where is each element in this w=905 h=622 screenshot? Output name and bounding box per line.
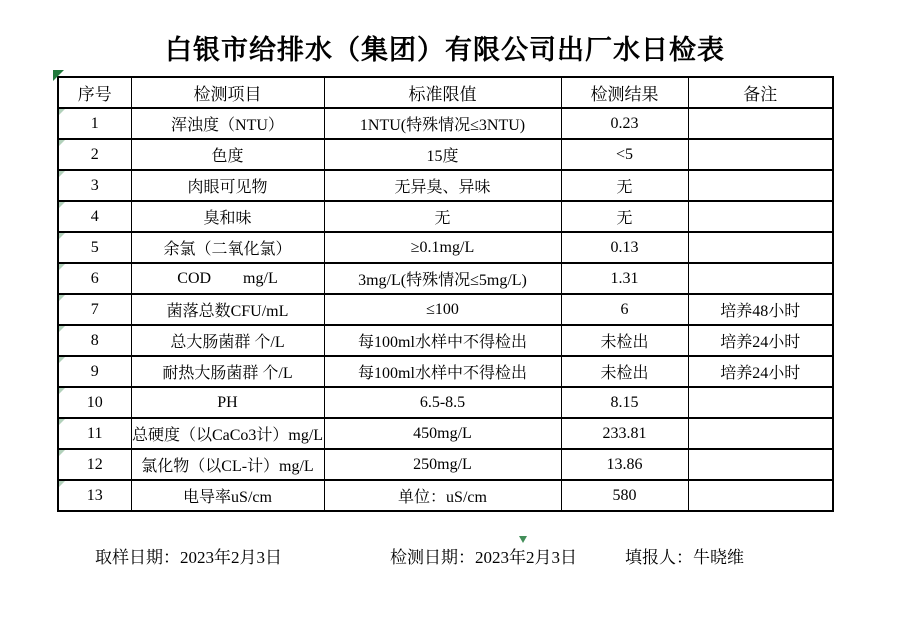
row-number: 2 <box>90 145 99 163</box>
cell-remark <box>688 232 833 263</box>
cell-no <box>58 294 131 325</box>
reporter-label: 填报人：牛晓维 <box>625 548 744 567</box>
cell-result: 1.31 <box>561 263 688 294</box>
error-indicator-icon <box>59 357 65 363</box>
cell-result: 8.15 <box>561 387 688 418</box>
cell-no <box>58 387 131 418</box>
table-row <box>58 201 833 232</box>
error-indicator-icon <box>59 109 65 115</box>
cell-limit: 无异臭、异味 <box>324 170 561 201</box>
row-number: 10 <box>86 393 103 411</box>
cell-item: 耐热大肠菌群 个/L <box>131 356 324 387</box>
table-row <box>58 480 833 511</box>
cell-result: 无 <box>561 170 688 201</box>
cell-limit: 3mg/L(特殊情况≤5mg/L) <box>324 263 561 294</box>
cell-remark <box>688 418 833 449</box>
cell-remark <box>688 170 833 201</box>
error-indicator-icon <box>59 264 65 270</box>
cell-item: 电导率uS/cm <box>131 480 324 511</box>
cell-item: 总硬度（以CaCo3计）mg/L <box>131 418 324 449</box>
table-row <box>58 449 833 480</box>
cell-remark: 培养24小时 <box>688 356 833 387</box>
table-row <box>58 263 833 294</box>
table-row <box>58 325 833 356</box>
cell-remark <box>688 139 833 170</box>
table-body <box>58 108 833 511</box>
row-number: 4 <box>90 207 99 225</box>
cell-remark <box>688 108 833 139</box>
cell-remark <box>688 449 833 480</box>
cell-no <box>58 356 131 387</box>
row-number: 1 <box>90 114 99 132</box>
error-indicator-icon <box>59 202 65 208</box>
cell-no <box>58 232 131 263</box>
cell-no <box>58 418 131 449</box>
table-row <box>58 170 833 201</box>
row-number: 3 <box>90 176 99 194</box>
cell-item: 色度 <box>131 139 324 170</box>
cell-remark: 培养24小时 <box>688 325 833 356</box>
report-title: 白银市给排水（集团）有限公司出厂水日检表 <box>165 35 725 65</box>
row-number: 8 <box>90 331 99 349</box>
cell-limit: 每100ml水样中不得检出 <box>324 356 561 387</box>
row-number: 11 <box>87 424 103 442</box>
daily-inspection-table <box>57 76 834 512</box>
cell-no <box>58 325 131 356</box>
table-row <box>58 418 833 449</box>
cell-limit: 250mg/L <box>324 449 561 480</box>
error-indicator-icon <box>59 450 65 456</box>
row-number: 6 <box>90 269 99 287</box>
cell-no <box>58 449 131 480</box>
cell-limit: 6.5-8.5 <box>324 387 561 418</box>
cell-limit: ≥0.1mg/L <box>324 232 561 263</box>
table-row <box>58 232 833 263</box>
cell-item: PH <box>131 387 324 418</box>
cell-item: 臭和味 <box>131 201 324 232</box>
sampling-date-label: 取样日期：2023年2月3日 <box>95 548 282 567</box>
row-number: 12 <box>86 455 103 473</box>
cell-remark <box>688 263 833 294</box>
cell-result: 无 <box>561 201 688 232</box>
cell-item: 余氯（二氧化氯） <box>131 232 324 263</box>
cell-item: 浑浊度（NTU） <box>131 108 324 139</box>
error-indicator-icon <box>59 326 65 332</box>
row-number: 7 <box>90 300 99 318</box>
cell-limit: 每100ml水样中不得检出 <box>324 325 561 356</box>
excel-artifact-icon <box>519 536 527 543</box>
error-indicator-icon <box>59 481 65 487</box>
cell-no <box>58 263 131 294</box>
test-date-label: 检测日期：2023年2月3日 <box>390 548 577 567</box>
row-number: 9 <box>90 362 99 380</box>
column-header-remark: 备注 <box>688 77 833 108</box>
table-row <box>58 356 833 387</box>
column-header-limit: 标准限值 <box>324 77 561 108</box>
cell-result: 6 <box>561 294 688 325</box>
cell-limit: ≤100 <box>324 294 561 325</box>
column-header-result: 检测结果 <box>561 77 688 108</box>
excel-error-indicator-icon <box>53 70 64 81</box>
row-number: 5 <box>90 238 99 256</box>
column-header-item: 检测项目 <box>131 77 324 108</box>
cell-remark <box>688 480 833 511</box>
cell-no <box>58 108 131 139</box>
report-footer <box>0 543 905 567</box>
table-row <box>58 387 833 418</box>
cell-remark <box>688 201 833 232</box>
cell-result: 580 <box>561 480 688 511</box>
cell-result: 0.23 <box>561 108 688 139</box>
cell-result: 未检出 <box>561 356 688 387</box>
cell-result: 未检出 <box>561 325 688 356</box>
error-indicator-icon <box>59 233 65 239</box>
cell-limit: 单位：uS/cm <box>324 480 561 511</box>
error-indicator-icon <box>59 140 65 146</box>
cell-result: 0.13 <box>561 232 688 263</box>
row-number: 13 <box>86 486 103 504</box>
cell-no <box>58 201 131 232</box>
error-indicator-icon <box>59 388 65 394</box>
table-row <box>58 294 833 325</box>
table-row <box>58 139 833 170</box>
cell-limit: 15度 <box>324 139 561 170</box>
cell-no <box>58 170 131 201</box>
column-header-no: 序号 <box>58 77 131 108</box>
cell-result: 13.86 <box>561 449 688 480</box>
table-row <box>58 108 833 139</box>
cell-limit: 1NTU(特殊情况≤3NTU) <box>324 108 561 139</box>
header-row <box>58 77 833 108</box>
cell-result: <5 <box>561 139 688 170</box>
cell-limit: 无 <box>324 201 561 232</box>
error-indicator-icon <box>59 295 65 301</box>
cell-result: 233.81 <box>561 418 688 449</box>
cell-item: 肉眼可见物 <box>131 170 324 201</box>
cell-item: 总大肠菌群 个/L <box>131 325 324 356</box>
cell-remark: 培养48小时 <box>688 294 833 325</box>
cell-item: 氯化物（以CL-计）mg/L <box>131 449 324 480</box>
error-indicator-icon <box>59 419 65 425</box>
cell-no <box>58 480 131 511</box>
cell-item: COD mg/L <box>131 263 324 294</box>
cell-no <box>58 139 131 170</box>
cell-item: 菌落总数CFU/mL <box>131 294 324 325</box>
error-indicator-icon <box>59 171 65 177</box>
cell-limit: 450mg/L <box>324 418 561 449</box>
cell-remark <box>688 387 833 418</box>
